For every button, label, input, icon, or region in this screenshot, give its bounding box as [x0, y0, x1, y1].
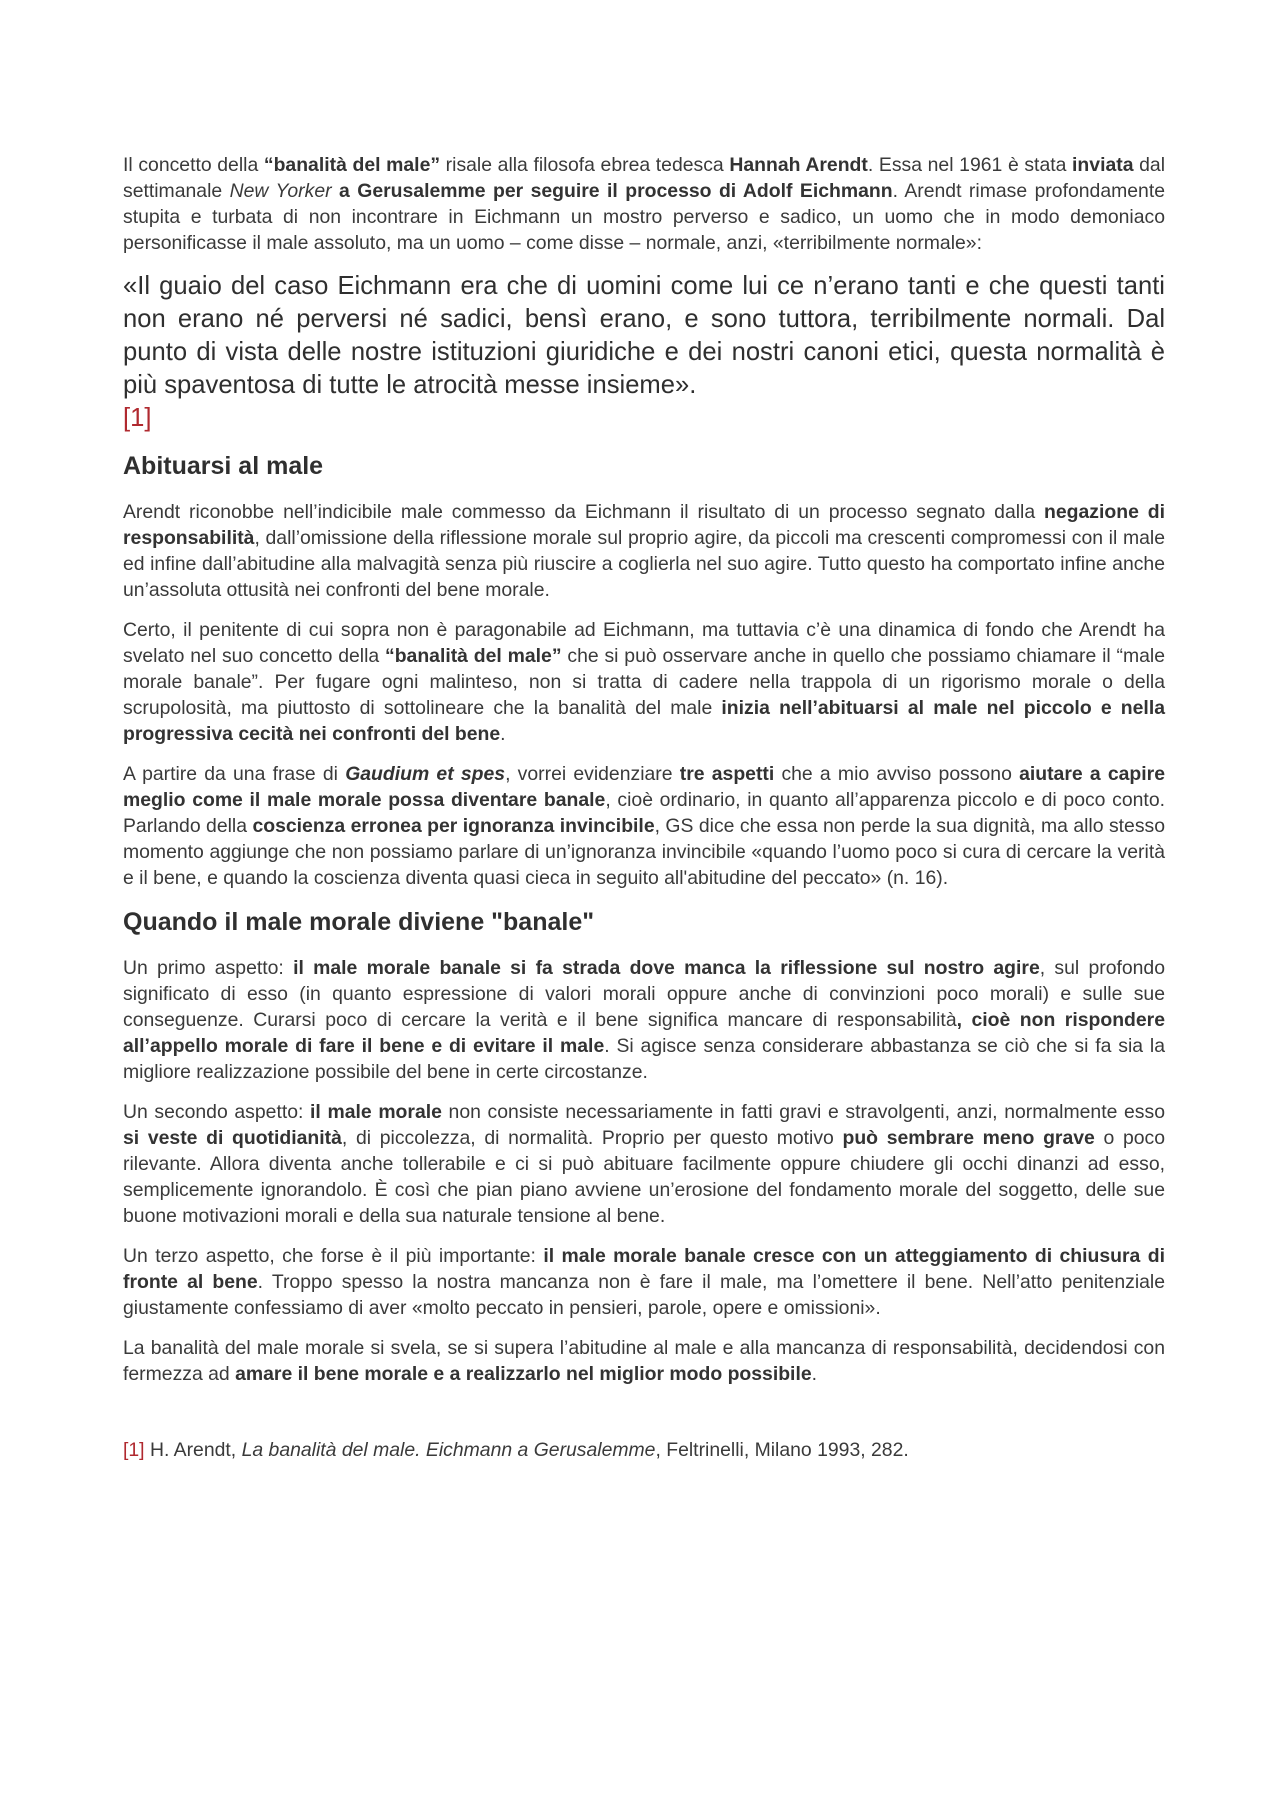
- bold-run: il male morale banale cresce con un atteggiamento di chiusura di fronte al bene: [123, 1245, 1165, 1293]
- text-run: risale alla filosofa ebrea tedesca: [440, 154, 730, 176]
- bold-run: a Gerusalemme per seguire il processo di Adolf Eichmann: [339, 180, 893, 202]
- paragraph-terzo-aspetto: [123, 1243, 1165, 1321]
- text-run: che a mio avviso possono: [774, 763, 1020, 785]
- bold-run: “banalità del male”: [385, 645, 562, 667]
- quote-text: «Il guaio del caso Eichmann era che di uomini come lui ce n’erano tanti e che questi tanti non erano né perversi né sadici, bensì erano, e sono tuttora, terribilmente normali. Dal punto di vista delle nostre istituzioni giuridiche e dei nostri canoni etici, questa normalità è più spaventosa di tutte le atrocità messe insieme».: [123, 272, 1165, 399]
- bold-run: tre aspetti: [679, 763, 775, 785]
- bold-run: coscienza erronea per ignoranza invincibile: [252, 815, 655, 837]
- footnote: [123, 1437, 1165, 1463]
- italic-run: La banalità del male. Eichmann a Gerusalemme: [241, 1439, 656, 1461]
- text-run: . Arendt rimase profondamente stupita e turbata di non incontrare in Eichmann un mostro perverso e sadico, un uomo che in modo demoniaco personificasse il male assoluto, ma un uomo – come disse – normale, anzi, «terribilmente normale»:: [123, 180, 1166, 254]
- italic-run: New Yorker: [229, 180, 332, 202]
- intro-paragraph: [123, 152, 1165, 256]
- bold-run: il male morale banale si fa strada dove manca la riflessione sul nostro agire: [293, 957, 1040, 979]
- text-run: , Feltrinelli, Milano 1993, 282.: [655, 1439, 909, 1461]
- paragraph-conclusione: [123, 1335, 1165, 1387]
- text-run: Il concetto della: [123, 154, 264, 176]
- footnote-backref-link[interactable]: [1]: [123, 1439, 145, 1461]
- section-heading-banale: Quando il male morale diviene "banale": [123, 908, 595, 936]
- arendt-quote: [123, 270, 1165, 435]
- bold-run: può sembrare meno grave: [842, 1127, 1095, 1149]
- text-run: Un primo aspetto:: [123, 957, 294, 979]
- bold-run: “banalità del male”: [263, 154, 441, 176]
- text-run: non consiste necessariamente in fatti gravi e stravolgenti, anzi, normalmente esso: [441, 1101, 1165, 1123]
- paragraph-penitente: [123, 617, 1165, 747]
- bold-run: , cioè non rispondere all’appello morale di fare il bene e di evitare il male: [123, 1009, 1165, 1057]
- text-run: [332, 180, 339, 202]
- document-page: [123, 152, 1165, 1477]
- text-run: Un secondo aspetto:: [123, 1101, 311, 1123]
- bold-run: amare il bene morale e a realizzarlo nel miglior modo possibile: [235, 1363, 812, 1385]
- bold-run: inizia nell’abituarsi al male nel piccolo e nella progressiva cecità nei confronti del bene: [123, 697, 1165, 745]
- text-run: che si può osservare anche in quello che possiamo chiamare il “male morale banale”. Per fugare ogni malinteso, non si tratta di cadere nella trappola di un rigorismo morale o della scrupolosità, ma piuttosto di sottolineare che la banalità del male: [123, 645, 1166, 719]
- text-run: , di piccolezza, di normalità. Proprio per questo motivo: [341, 1127, 843, 1149]
- paragraph-responsabilita: [123, 499, 1165, 603]
- bold-italic-run: Gaudium et spes: [345, 763, 506, 785]
- text-run: . Troppo spesso la nostra mancanza non è fare il male, ma l’omettere il bene. Nell’atto penitenziale giustamente confessiamo di aver «molto peccato in pensieri, parole, opere e omissioni».: [123, 1271, 1166, 1319]
- bold-run: Hannah Arendt: [729, 154, 868, 176]
- text-run: Un terzo aspetto, che forse è il più importante:: [123, 1245, 544, 1267]
- footnote-ref-link[interactable]: [1]: [123, 404, 152, 432]
- text-run: La banalità del male morale si svela, se si supera l’abitudine al male e alla mancanza di responsabilità, decidendosi con fermezza ad: [123, 1337, 1165, 1385]
- bold-run: il male morale: [310, 1101, 442, 1123]
- text-run: , sul profondo significato di esso (in quanto espressione di valori morali oppure anche di convinzioni poco morali) e sulle sue conseguenze. Curarsi poco di cercare la verità e il bene significa mancare di responsabilità: [123, 957, 1165, 1031]
- section-heading-abituarsi: Abituarsi al male: [123, 452, 324, 480]
- text-run: , vorrei evidenziare: [505, 763, 680, 785]
- text-run: H. Arendt,: [144, 1439, 242, 1461]
- text-run: , GS dice che essa non perde la sua dignità, ma allo stesso momento aggiunge che non possiamo parlare di un’ignoranza invincibile «quando l’uomo poco si cura di cercare la verità e il bene, e quando la coscienza diventa quasi cieca in seguito all'abitudine del peccato» (n. 16).: [123, 815, 1165, 889]
- paragraph-primo-aspetto: [123, 955, 1165, 1085]
- text-run: , cioè ordinario, in quanto all’apparenza piccolo e di poco conto. Parlando della: [123, 789, 1165, 837]
- text-run: Certo, il penitente di cui sopra non è paragonabile ad Eichmann, ma tuttavia c’è una dinamica di fondo che Arendt ha svelato nel suo concetto della: [123, 619, 1165, 667]
- text-run: , dall’omissione della riflessione morale sul proprio agire, da piccoli ma crescenti compromessi con il male ed infine dall’abitudine alla malvagità senza più riuscire a coglierla nel suo agire. Tutto questo ha comportato infine anche un’assoluta ottusità nei confronti del bene morale.: [123, 527, 1165, 601]
- paragraph-secondo-aspetto: [123, 1099, 1165, 1229]
- paragraph-gaudium: [123, 761, 1165, 891]
- text-run: o poco rilevante. Allora diventa anche tollerabile e ci si può abituare facilmente oppure chiudere gli occhi dinanzi ad esso, semplicemente ignorandolo. È così che pian piano avviene un’erosione del fondamento morale del soggetto, delle sue buone motivazioni morali e della sua naturale tensione al bene.: [123, 1127, 1166, 1227]
- text-run: . Si agisce senza considerare abbastanza se ciò che si fa sia la migliore realizzazione possibile del bene in certe circostanze.: [123, 1035, 1165, 1083]
- text-run: .: [811, 1363, 818, 1385]
- bold-run: inviata: [1072, 154, 1134, 176]
- text-run: . Essa nel 1961 è stata: [867, 154, 1073, 176]
- bold-run: aiutare a capire meglio come il male morale possa diventare banale: [123, 763, 1165, 811]
- text-run: Arendt riconobbe nell’indicibile male commesso da Eichmann il risultato di un processo segnato dalla: [123, 501, 1045, 523]
- bold-run: si veste di quotidianità: [123, 1127, 342, 1149]
- text-run: A partire da una frase di: [123, 763, 346, 785]
- text-run: .: [500, 723, 506, 745]
- bold-run: negazione di responsabilità: [123, 501, 1165, 549]
- text-run: dal settimanale: [123, 154, 1165, 202]
